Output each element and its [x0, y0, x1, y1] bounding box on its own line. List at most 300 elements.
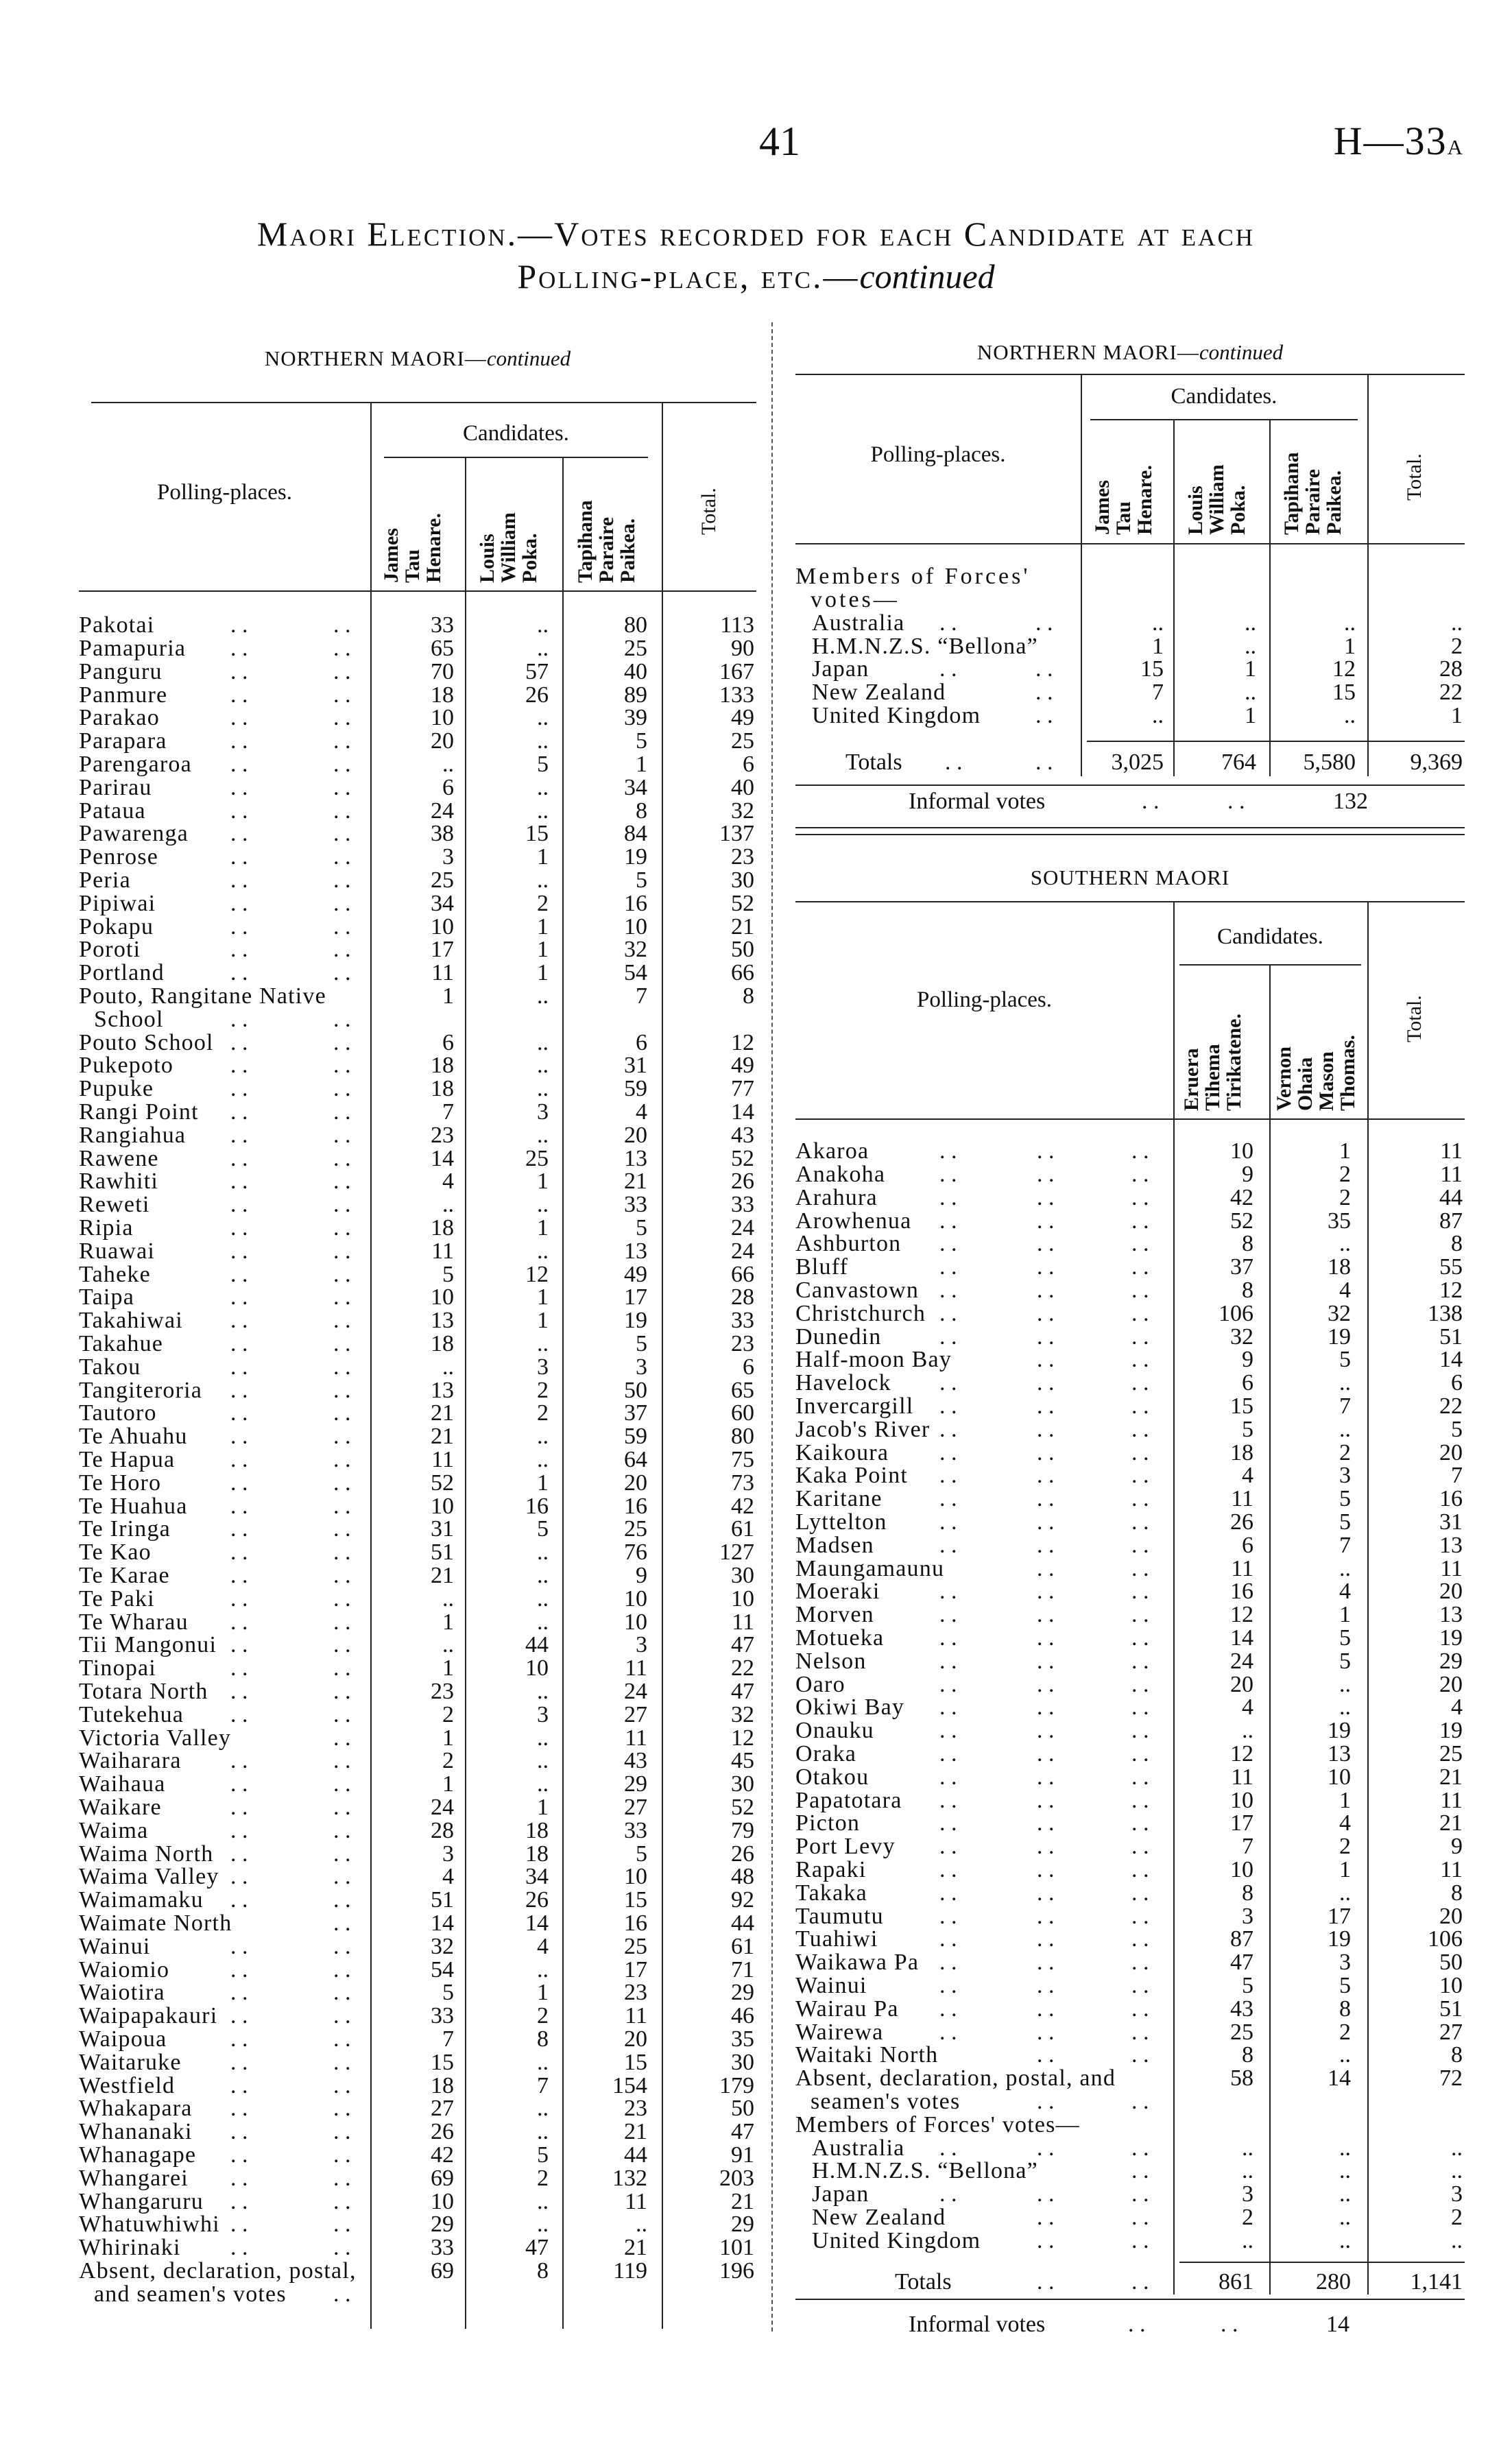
leader-dots: . . [939, 1764, 957, 1790]
vote-count: 17 [624, 1956, 647, 1982]
polling-place-name: Taheke [79, 1261, 151, 1287]
leader-dots: . . [333, 728, 351, 754]
vote-count: 66 [731, 1261, 754, 1287]
leader-dots: . . [333, 1029, 351, 1055]
vote-count: 2 [1451, 633, 1463, 659]
vote-count: 5 [636, 728, 647, 754]
leader-dots: . . [939, 1880, 957, 1906]
vote-count: 14 [431, 1145, 454, 1171]
leader-dots: . . [939, 1903, 957, 1929]
leader-dots: . . [1037, 1764, 1055, 1790]
vote-count: 51 [431, 1540, 454, 1566]
title-main: Polling-place, etc.— [517, 257, 860, 296]
polling-place-name: Tinopai [79, 1655, 156, 1681]
vote-count: 11 [1440, 1787, 1463, 1813]
vote-count: 38 [431, 821, 454, 847]
vote-count: 4 [1339, 1810, 1351, 1836]
leader-dots: . . [333, 1748, 351, 1774]
vote-count: 6 [1451, 1370, 1463, 1396]
leader-dots: . . [333, 1701, 351, 1727]
vote-count: .. [537, 1609, 549, 1635]
vote-count: 1 [442, 1609, 454, 1635]
vote-count: 12 [525, 1261, 549, 1287]
polling-place-name: Anakoha [795, 1161, 886, 1187]
vote-count: 44 [1439, 1184, 1463, 1210]
polling-place-name: Victoria Valley [79, 1725, 232, 1751]
leader-dots: . . [333, 1169, 351, 1195]
vote-count: 33 [731, 1192, 754, 1218]
leader-dots: . . [333, 774, 351, 800]
polling-place-name: Te Horo [79, 1470, 162, 1496]
leader-dots: . . [230, 705, 248, 731]
title-italic: continued [859, 257, 995, 296]
vote-count: 31 [624, 1053, 647, 1079]
leader-dots: . . [230, 1516, 248, 1542]
candidates-header: Candidates. [1217, 924, 1323, 949]
leader-dots: . . [1037, 2227, 1055, 2253]
polling-place-name: Christchurch [795, 1300, 926, 1326]
name-line: Henare. [422, 513, 445, 583]
vote-count: 13 [624, 1145, 647, 1171]
polling-place-name: Whangaruru [79, 2188, 204, 2214]
leader-dots: . . [333, 2119, 351, 2145]
polling-place-name: Pataua [79, 798, 146, 824]
polling-place-name: Waihaua [79, 1771, 166, 1797]
leader-dots: . . [333, 2026, 351, 2052]
polling-place-name: Ruawai [79, 1238, 156, 1264]
vote-count: 5 [442, 1261, 454, 1287]
vote-count: 6 [743, 751, 754, 777]
leader-dots: . . [1037, 2181, 1055, 2207]
candidate-header-2 [1273, 974, 1358, 1111]
vote-count: 5 [1339, 1972, 1351, 1998]
vote-count: 42 [431, 2142, 454, 2168]
polling-place-name: Takaka [795, 1880, 867, 1906]
polling-place-name: Maungamaunu [795, 1555, 945, 1581]
column-separator [771, 322, 773, 2332]
leader-dots: . . [230, 1122, 248, 1148]
vote-count: 2 [1339, 1184, 1351, 1210]
name-line: Poka. [518, 533, 541, 583]
vote-count: 47 [731, 2119, 754, 2145]
candidates-header: Candidates. [463, 421, 569, 446]
vote-count: 47 [1230, 1950, 1253, 1976]
polling-place-name: Waimamaku [79, 1887, 204, 1913]
vote-count: 1 [1339, 1138, 1351, 1164]
vote-count: .. [1339, 2204, 1351, 2230]
vote-count: 10 [624, 1609, 647, 1635]
vote-count: 203 [719, 2165, 754, 2191]
vote-count: 154 [612, 2072, 647, 2098]
vote-count: 5 [1339, 1509, 1351, 1535]
name-line: Louis [1184, 486, 1207, 535]
vote-count: 10 [431, 705, 454, 731]
polling-place-name: Wainui [79, 1933, 151, 1959]
polling-place-name: Te Wharau [79, 1609, 189, 1635]
name-line: William [1205, 464, 1228, 535]
vote-count: 57 [525, 658, 549, 684]
vote-count: 12 [1439, 1277, 1463, 1303]
polling-place-name: Pamapuria [79, 635, 187, 661]
leader-dots: . . [230, 1400, 248, 1426]
leader-dots: . . [1037, 1347, 1055, 1373]
vote-count: 23 [624, 2096, 647, 2122]
vote-count: 6 [1242, 1370, 1253, 1396]
vote-count: 26 [431, 2119, 454, 2145]
vote-count: .. [537, 1748, 549, 1774]
vote-count: 5 [636, 1330, 647, 1356]
vote-count: 52 [731, 1145, 754, 1171]
polling-place-name: Te Paki [79, 1585, 155, 1612]
vote-count: 27 [624, 1701, 647, 1727]
vote-count: 2 [1339, 1439, 1351, 1465]
vote-count: 51 [1439, 1996, 1463, 2022]
polling-place-name: Waipoua [79, 2026, 167, 2052]
leader-dots: . . [230, 821, 248, 847]
polling-place-name: Pawarenga [79, 821, 189, 847]
name-line: Paikea. [1323, 470, 1345, 535]
vote-count: 26 [731, 1841, 754, 1867]
vote-count: 7 [442, 2026, 454, 2052]
vote-count: .. [537, 798, 549, 824]
vote-count: 29 [731, 2212, 754, 2238]
vote-count: 34 [431, 890, 454, 916]
leader-dots: . . [939, 1416, 957, 1442]
leader-dots: . . [230, 1585, 248, 1612]
vote-count: 1 [1339, 1787, 1351, 1813]
leader-dots: . . [1131, 2158, 1149, 2184]
vote-count: 77 [731, 1076, 754, 1102]
vote-count: 25 [731, 728, 754, 754]
vote-count: 1 [537, 1169, 549, 1195]
polling-places-header: Polling-places. [870, 442, 1006, 467]
leader-dots: . . [1131, 1625, 1149, 1651]
column-rule [1367, 901, 1369, 2295]
leader-dots: . . [230, 682, 248, 708]
leader-dots: . . [333, 1864, 351, 1890]
polling-place-name: Pouto, Rangitane Native School [79, 983, 326, 1032]
leader-dots: . . [230, 1099, 248, 1125]
vote-count: 64 [624, 1446, 647, 1472]
leader-dots: . . [939, 1926, 957, 1952]
leader-dots: . . [939, 1996, 957, 2022]
total-count: 861 [1219, 2269, 1253, 2295]
polling-place-name: Lyttelton [795, 1509, 887, 1535]
vote-count: .. [442, 751, 454, 777]
leader-dots: . . [1037, 1671, 1055, 1697]
name-line: Ohaia [1294, 1057, 1317, 1111]
vote-count: 1 [1344, 633, 1356, 659]
vote-count: 32 [731, 798, 754, 824]
vote-count: 14 [731, 1099, 754, 1125]
vote-count: 5 [636, 1214, 647, 1241]
leader-dots: . . [1037, 1370, 1055, 1396]
vote-count: .. [1339, 2227, 1351, 2253]
vote-count: 7 [1451, 1463, 1463, 1489]
polling-place-name: Whirinaki [79, 2235, 181, 2261]
leader-dots: . . [939, 1834, 957, 1860]
vote-count: 52 [431, 1470, 454, 1496]
total-label: Total. [1403, 995, 1426, 1042]
polling-place-name: Jacob's River [795, 1416, 931, 1442]
vote-count: 27 [1439, 2019, 1463, 2045]
leader-dots: . . [1037, 1138, 1055, 1164]
leader-dots: . . [230, 2119, 248, 2145]
vote-count: 16 [1230, 1579, 1253, 1605]
vote-count: 1 [442, 1655, 454, 1681]
polling-place-name: Otakou [795, 1764, 869, 1790]
vote-count: 25 [1439, 1740, 1463, 1766]
leader-dots: . . [1131, 1555, 1149, 1581]
leader-dots: . . [333, 1122, 351, 1148]
vote-count: 10 [624, 913, 647, 939]
vote-count: 51 [1439, 1323, 1463, 1350]
name-line: Paikea. [616, 518, 639, 583]
leader-dots: . . [333, 2188, 351, 2214]
vote-count: 23 [624, 1980, 647, 2006]
vote-count: 18 [431, 2072, 454, 2098]
vote-count: 11 [431, 1238, 454, 1264]
vote-count: 52 [1230, 1208, 1253, 1234]
vote-count: 60 [731, 1400, 754, 1426]
polling-place-name: Taumutu [795, 1903, 884, 1929]
leader-dots: . . [1131, 1694, 1149, 1721]
vote-count: .. [537, 1540, 549, 1566]
vote-count: 2 [1339, 1161, 1351, 1187]
total-count: 280 [1316, 2269, 1351, 2295]
vote-count: 15 [431, 2049, 454, 2075]
leader-dots: . . [333, 1192, 351, 1218]
vote-count: 58 [1230, 2065, 1253, 2092]
polling-place-name: Whakapara [79, 2096, 193, 2122]
vote-count: 1 [1451, 702, 1463, 728]
vote-count: 1 [1152, 633, 1164, 659]
leader-dots: . . [230, 1308, 248, 1334]
vote-count: 5 [1339, 1347, 1351, 1373]
polling-place-name: Australia [812, 610, 905, 636]
vote-count: 24 [1230, 1648, 1253, 1674]
name-line: Louis [476, 534, 499, 583]
vote-count: 1 [1339, 1602, 1351, 1628]
leader-dots: . . [230, 1771, 248, 1797]
polling-place-name: Oraka [795, 1740, 857, 1766]
vote-count: 49 [731, 1053, 754, 1079]
leader-dots: . . [939, 1532, 957, 1558]
vote-count: 1 [537, 960, 549, 986]
leader-dots: . . [230, 937, 248, 963]
leader-dots: . . [1037, 1694, 1055, 1721]
vote-count: 7 [1339, 1393, 1351, 1419]
vote-count: .. [1339, 2181, 1351, 2207]
vote-count: 4 [1242, 1463, 1253, 1489]
vote-count: 11 [431, 1446, 454, 1472]
vote-count: 13 [1439, 1602, 1463, 1628]
vote-count: 8 [743, 983, 754, 1009]
leader-dots: . . [1131, 1718, 1149, 1744]
vote-count: 29 [431, 2212, 454, 2238]
leader-dots: . . [1128, 2312, 1146, 2338]
vote-count: 5 [537, 1516, 549, 1542]
vote-count: 3 [636, 1632, 647, 1658]
leader-dots: . . [1037, 1323, 1055, 1350]
vote-count: 11 [625, 2003, 647, 2029]
vote-count: 28 [731, 1284, 754, 1310]
vote-count: 10 [624, 1585, 647, 1612]
vote-count: 47 [731, 1632, 754, 1658]
document-reference [1334, 118, 1464, 164]
leader-dots: . . [230, 867, 248, 893]
vote-count: 47 [731, 1678, 754, 1704]
vote-count: 42 [731, 1493, 754, 1519]
vote-count: 37 [624, 1400, 647, 1426]
vote-count: 23 [431, 1122, 454, 1148]
vote-count: .. [1339, 1370, 1351, 1396]
vote-count: .. [537, 1424, 549, 1450]
polling-place-name: Takou [79, 1354, 141, 1380]
vote-count: 32 [624, 937, 647, 963]
leader-dots: . . [333, 1887, 351, 1913]
leader-dots: . . [333, 2142, 351, 2168]
leader-dots: . . [333, 913, 351, 939]
vote-count: 6 [636, 1029, 647, 1055]
polling-place-name: Whananaki [79, 2119, 193, 2145]
leader-dots: . . [230, 1980, 248, 2006]
leader-dots: . . [333, 1377, 351, 1403]
leader-dots: . . [1131, 1903, 1149, 1929]
polling-place-name: Japan [812, 2181, 869, 2207]
vote-count: 3 [1451, 2181, 1463, 2207]
vote-count: 8 [1451, 1231, 1463, 1257]
leader-dots: . . [1035, 750, 1053, 776]
vote-count: .. [1242, 1718, 1253, 1744]
polling-place-name: Tangiteroria [79, 1377, 203, 1403]
polling-place-name: Whanagape [79, 2142, 197, 2168]
vote-count: 73 [731, 1470, 754, 1496]
leader-dots: . . [333, 937, 351, 963]
vote-count: 22 [1439, 680, 1463, 706]
vote-count: .. [537, 1585, 549, 1612]
vote-count: 4 [1339, 1277, 1351, 1303]
vote-count: 49 [624, 1261, 647, 1287]
vote-count: 7 [442, 1099, 454, 1125]
name-line: Paraire [595, 516, 618, 583]
vote-count: 32 [731, 1701, 754, 1727]
leader-dots: . . [333, 1006, 351, 1032]
vote-count: 25 [624, 1516, 647, 1542]
vote-count: 24 [731, 1214, 754, 1241]
vote-count: 10 [1328, 1764, 1351, 1790]
leader-dots: . . [1131, 1648, 1149, 1674]
vote-count: .. [636, 2212, 647, 2238]
vote-count: 11 [1231, 1486, 1253, 1512]
total-count: 1,141 [1410, 2269, 1463, 2295]
leader-dots: . . [1131, 1416, 1149, 1442]
leader-dots: . . [1037, 1950, 1055, 1976]
leader-dots: . . [1131, 1254, 1149, 1280]
leader-dots: . . [230, 1377, 248, 1403]
informal-votes-value: 132 [1333, 789, 1368, 815]
vote-count: 6 [442, 774, 454, 800]
leader-dots: . . [1037, 1555, 1055, 1581]
vote-count: 19 [1328, 1926, 1351, 1952]
vote-count: 23 [731, 844, 754, 870]
leader-dots: . . [945, 750, 963, 776]
vote-count: 8 [1242, 2042, 1253, 2068]
leader-dots: . . [333, 1214, 351, 1241]
polling-place-name: Tautoro [79, 1400, 157, 1426]
vote-count: 5 [537, 2142, 549, 2168]
vote-count: 2 [537, 1400, 549, 1426]
polling-place-name: Pukepoto [79, 1053, 174, 1079]
vote-count: .. [537, 867, 549, 893]
leader-dots: . . [939, 2019, 957, 2045]
polling-place-name: Rapaki [795, 1856, 867, 1882]
vote-count: 17 [624, 1284, 647, 1310]
section-name: NORTHERN MAORI— [264, 346, 487, 370]
polling-place-name: Havelock [795, 1370, 891, 1396]
vote-count: 10 [431, 1284, 454, 1310]
vote-count: .. [442, 1192, 454, 1218]
polling-place-name: Whangarei [79, 2165, 189, 2191]
vote-count: 10 [431, 913, 454, 939]
vote-count: 24 [624, 1678, 647, 1704]
leader-dots: . . [939, 1184, 957, 1210]
vote-count: 3 [1339, 1463, 1351, 1489]
double-rule-top [795, 827, 1465, 828]
polling-place-name: Waikawa Pa [795, 1950, 920, 1976]
vote-count: .. [1451, 2135, 1463, 2161]
leader-dots: . . [1037, 1208, 1055, 1234]
polling-place-name: Motueka [795, 1625, 885, 1651]
leader-dots: . . [1131, 1996, 1149, 2022]
vote-count: 18 [1328, 1254, 1351, 1280]
leader-dots: . . [1131, 1208, 1149, 1234]
leader-dots: . . [230, 844, 248, 870]
leader-dots: . . [1037, 1834, 1055, 1860]
leader-dots: . . [1035, 610, 1053, 636]
leader-dots: . . [1037, 1625, 1055, 1651]
vote-count: 92 [731, 1887, 754, 1913]
leader-dots: . . [939, 1254, 957, 1280]
leader-dots: . . [1131, 1486, 1149, 1512]
leader-dots: . . [333, 821, 351, 847]
leader-dots: . . [1037, 1880, 1055, 1906]
vote-count: 5 [636, 1841, 647, 1867]
vote-count: .. [1451, 610, 1463, 636]
leader-dots: . . [939, 1323, 957, 1350]
vote-count: 29 [1439, 1648, 1463, 1674]
vote-count: 18 [525, 1841, 549, 1867]
vote-count: 19 [1328, 1718, 1351, 1744]
vote-count: 32 [431, 1933, 454, 1959]
vote-count: 61 [731, 1933, 754, 1959]
leader-dots: . . [1131, 1347, 1149, 1373]
polling-place-name: Ripia [79, 1214, 134, 1241]
vote-count: 20 [1439, 1671, 1463, 1697]
leader-dots: . . [333, 1910, 351, 1936]
leader-dots: . . [333, 867, 351, 893]
vote-count: 29 [731, 1980, 754, 2006]
vote-count: 2 [537, 2003, 549, 2029]
polling-place-name: Nelson [795, 1648, 867, 1674]
polling-place-name: Oaro [795, 1671, 845, 1697]
vote-count: .. [1339, 2158, 1351, 2184]
vote-count: 22 [1439, 1393, 1463, 1419]
leader-dots: . . [230, 1748, 248, 1774]
vote-count: 20 [624, 1470, 647, 1496]
leader-dots: . . [333, 1308, 351, 1334]
polling-place-name: United Kingdom [812, 2227, 981, 2253]
